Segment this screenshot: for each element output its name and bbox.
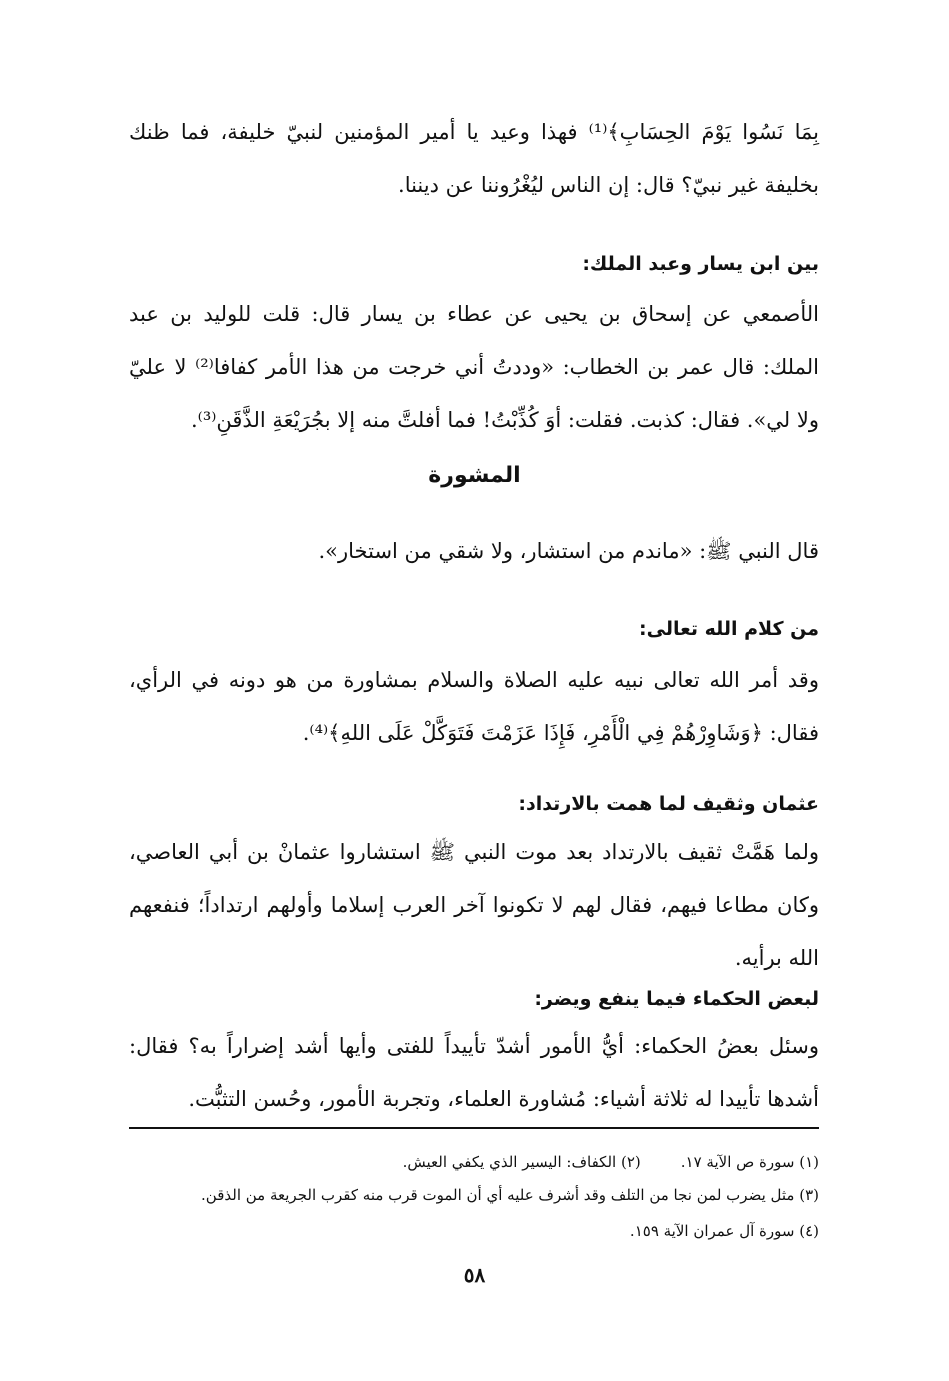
footnote-1: (١) سورة ص الآية ١٧.: [680, 1153, 819, 1171]
paragraph-ibn-yasar: الأصمعي عن إسحاق بن يحيى عن عطاء بن يسار قال: قلت للوليد بن عبد الملك: قال عمر بن الخطاب: «وددتُ أني خرجت من هذا الأمر كفافا⁽²⁾ لا عليّ ولا لي». فقال: كذبت. فقلت: أوَ كُذِّبْتُ! فما أفلتَّ منه إلا بجُرَيْعَةِ الذَّقَنِ⁽³⁾.: [129, 302, 819, 432]
chapter-title: المشورة: [428, 463, 521, 488]
paragraph-wise: وسئل بعضُ الحكماء: أيُّ الأمور أشدّ تأييداً للفتى وأيها أشد إضراراً به؟ فقال: أشدها تأييدا له ثلاثة أشياء: مُشاورة العلماء، وتجربة الأمور، وحُسن التثبُّت.: [129, 1034, 819, 1111]
footnote-4: (٤) سورة آل عمران الآية ١٥٩.: [629, 1222, 819, 1240]
paragraph-hadith: قال النبي ﷺ: «ماندم من استشار، ولا شقي من استخار».: [318, 539, 819, 563]
section-heading-ibn-yasar: بين ابن يسار وعبد الملك:: [582, 253, 819, 275]
section-heading-thaqif: عثمان وثقيف لما همت بالارتداد:: [518, 793, 819, 815]
footnote-2: (٢) الكفاف: اليسير الذي يكفي العيش.: [402, 1153, 641, 1171]
footnote-line-1: [119, 1145, 819, 1179]
paragraph-quran: وقد أمر الله تعالى نبيه عليه الصلاة والسلام بمشاورة من هو دونه في الرأي، فقال: ﴿وَشَاوِرْهُمْ فِي الْأَمْرِ، فَإِذَا عَزَمْتَ فَتَوَكَّلْ عَلَى اللهِ﴾⁽⁴⁾.: [129, 668, 819, 745]
paragraph-thaqif: ولما هَمَّتْ ثقيف بالارتداد بعد موت النبي ﷺ استشاروا عثمانْ بن أبي العاصي، وكان مطاعا فيهم، فقال لهم لا تكونوا آخر العرب إسلاما وأولهم ارتداداً؛ فنفعهم الله برأيه.: [129, 840, 819, 970]
page-number: ٥٨: [463, 1263, 486, 1287]
section-heading-quran: من كلام الله تعالى:: [639, 618, 819, 640]
section-heading-wise: لبعض الحكماء فيما ينفع ويضر:: [534, 988, 819, 1010]
paragraph-continuation: بِمَا نَسُوا يَوْمَ الحِسَابِ﴾⁽¹⁾ فهذا وعيد يا أمير المؤمنين لنبيّ خليفة، فما ظنك بخليفة غير نبيّ؟ قال: إن الناس ليُغْرُوننا عن ديننا.: [129, 120, 819, 197]
footnote-divider: [129, 1127, 819, 1129]
footnote-3: (٣) مثل يضرب لمن نجا من التلف وقد أشرف عليه أي أن الموت قرب منه كقرب الجريعة من الذقن.: [201, 1186, 819, 1204]
